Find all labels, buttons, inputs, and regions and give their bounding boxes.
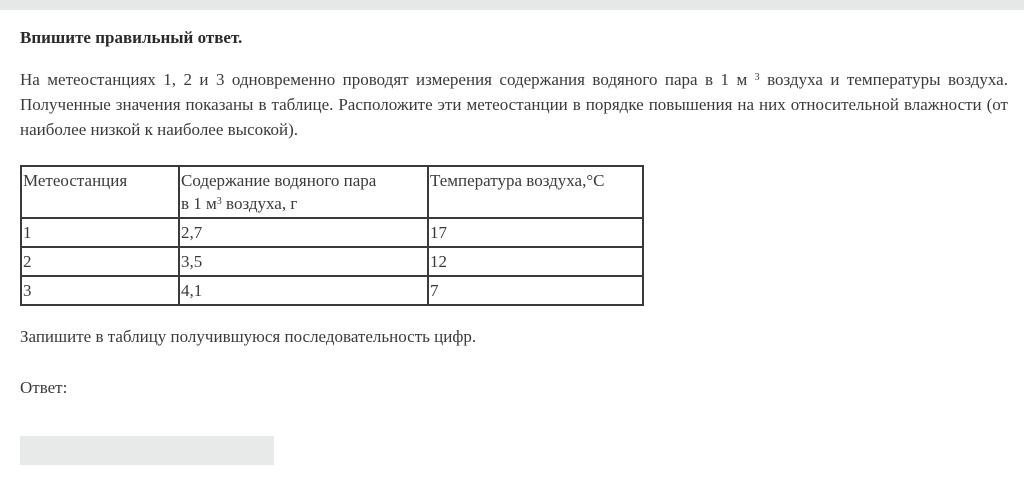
answer-input[interactable] [20,436,274,465]
top-bar [0,0,1024,10]
table-row [21,276,643,305]
cell-temperature: 12 [428,247,643,276]
table-row [21,247,643,276]
task-content [20,27,1008,397]
header-vapor-line2b: воздуха, г [221,194,298,213]
question-text-part1: На метеостанциях 1, 2 и 3 одновременно проводят измерения содержания водяного пара в 1 м [20,70,755,89]
task-instruction: Впишите правильный ответ. [20,28,243,47]
question-superscript: 3 [754,72,760,83]
header-vapor [179,166,428,218]
header-temperature: Температура воздуха,°C [428,166,643,218]
header-vapor-line1: Содержание водяного пара [181,171,377,190]
cell-station: 2 [21,247,179,276]
answer-label: Ответ: [20,378,68,397]
cell-vapor: 2,7 [179,218,428,247]
cell-vapor: 3,5 [179,247,428,276]
question-text-part2: воздуха и температуры воздуха. Полученные значения показаны в таблице. Расположите эти метеостанции в порядке повышения на них относительной влажности (от наиболее низкой к наиболее высокой). [20,70,1008,139]
cell-temperature: 7 [428,276,643,305]
header-vapor-superscript: 3 [216,196,222,207]
cell-station: 1 [21,218,179,247]
header-vapor-line2a: в 1 м [181,194,217,213]
task-question [20,67,1008,142]
table-header-row [21,166,643,218]
header-station: Метеостанция [21,166,179,218]
cell-station: 3 [21,276,179,305]
cell-temperature: 17 [428,218,643,247]
table-followup-text: Запишите в таблицу получившуюся последовательность цифр. [20,327,477,346]
cell-vapor: 4,1 [179,276,428,305]
table-row [21,218,643,247]
measurement-table [20,165,644,306]
